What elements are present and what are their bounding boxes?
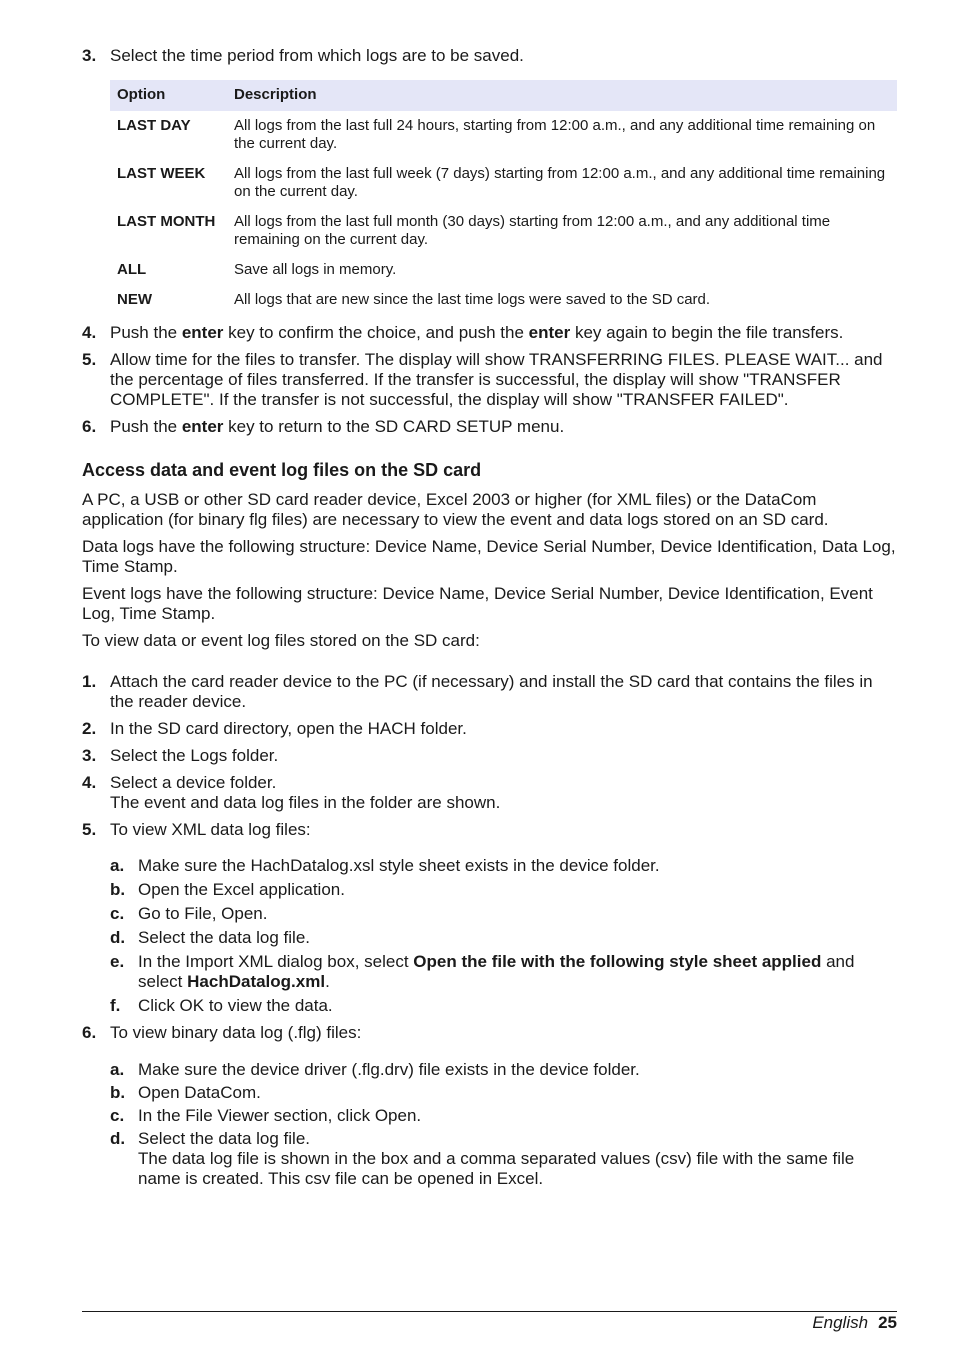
substep-letter: d.	[110, 1129, 126, 1148]
option-cell: NEW	[117, 291, 152, 308]
procedure-step-5	[82, 820, 897, 840]
step-3-select-period	[82, 46, 897, 66]
table-row	[110, 159, 897, 207]
procedure-step-3	[82, 746, 897, 766]
enter-key-label: enter	[528, 323, 571, 342]
description-cell: All logs from the last full week (7 days) starting from 12:00 a.m., and any additional time remaining on the current day.	[234, 165, 886, 200]
step-text: Attach the card reader device to the PC (if necessary) and install the SD card that contains the files in the reader device.	[110, 672, 873, 711]
description-cell: All logs from the last full 24 hours, starting from 12:00 a.m., and any additional time remaining on the current day.	[234, 117, 876, 152]
substep-letter: b.	[110, 1083, 126, 1102]
procedure-step-2	[82, 719, 897, 739]
step-number: 1.	[82, 672, 97, 691]
step-number: 4.	[82, 323, 97, 342]
option-cell: ALL	[117, 261, 147, 278]
step-number: 5.	[82, 820, 97, 839]
section-heading: Access data and event log files on the SD card	[82, 460, 482, 480]
step-text: key to return to the SD CARD SETUP menu.	[223, 417, 565, 436]
options-table	[110, 80, 897, 315]
step-text: Push the	[110, 323, 182, 342]
option-cell: LAST DAY	[117, 117, 191, 134]
step-text: Select the time period from which logs are to be saved.	[110, 46, 524, 65]
description-cell: All logs from the last full month (30 days) starting from 12:00 a.m., and any additional time remaining on the current day.	[234, 213, 831, 248]
page-footer	[812, 1313, 897, 1333]
enter-key-label: enter	[181, 417, 224, 436]
paragraph: Event logs have the following structure: Device Name, Device Serial Number, Device Identification, Event Log, Time Stamp.	[82, 584, 873, 623]
step-text: Push the	[110, 417, 182, 436]
substep-text: Open the Excel application.	[138, 880, 345, 899]
page-number: 25	[878, 1313, 897, 1332]
substep-a	[110, 856, 897, 876]
step-text: key to confirm the choice, and push the	[223, 323, 529, 342]
step-number: 2.	[82, 719, 97, 738]
substep-letter: e.	[110, 952, 125, 971]
step-5-transfer	[82, 350, 897, 410]
substep-letter: c.	[110, 904, 125, 923]
step-number: 5.	[82, 350, 97, 369]
substep-text: In the Import XML dialog box, select	[138, 952, 414, 971]
enter-key-label: enter	[181, 323, 224, 342]
procedure-step-6	[82, 1023, 897, 1043]
table-row	[110, 111, 897, 159]
substep-d	[110, 1129, 897, 1189]
substep-text: .	[325, 972, 330, 991]
step-6-return	[82, 417, 897, 437]
paragraph: Data logs have the following structure: Device Name, Device Serial Number, Device Identification, Data Log, Time Stamp.	[82, 537, 896, 576]
substep-result: The data log file is shown in the box and a comma separated values (csv) file with the same file name is created. This csv file can be opened in Excel.	[138, 1149, 855, 1188]
substep-b	[110, 880, 897, 900]
step-text: To view binary data log (.flg) files:	[110, 1023, 362, 1042]
substep-text: Go to File, Open.	[138, 904, 268, 923]
substep-letter: d.	[110, 928, 126, 947]
paragraph: A PC, a USB or other SD card reader device, Excel 2003 or higher (for XML files) or the DataCom application (for binary flg files) are necessary to view the event and data logs stored on an SD card.	[82, 490, 829, 529]
step-number: 3.	[82, 46, 97, 65]
footer-language: English	[812, 1313, 869, 1332]
xml-substeps	[110, 856, 897, 1016]
description-cell: Save all logs in memory.	[234, 261, 397, 278]
substep-c	[110, 904, 897, 924]
step-text: key again to begin the file transfers.	[570, 323, 844, 342]
procedure-step-4	[82, 773, 897, 813]
step-text: To view XML data log files:	[110, 820, 311, 839]
substep-c	[110, 1106, 897, 1126]
step-text: Select the Logs folder.	[110, 746, 279, 765]
substep-e	[110, 952, 897, 992]
substep-letter: b.	[110, 880, 126, 899]
description-cell: All logs that are new since the last time logs were saved to the SD card.	[234, 291, 711, 308]
table-row	[110, 285, 897, 315]
substep-text: Make sure the device driver (.flg.drv) file exists in the device folder.	[138, 1060, 640, 1079]
substep-b	[110, 1083, 897, 1103]
substep-letter: c.	[110, 1106, 125, 1125]
table-header-row	[110, 80, 897, 111]
header-option: Option	[110, 80, 227, 111]
step-number: 4.	[82, 773, 97, 792]
substep-text: In the File Viewer section, click Open.	[138, 1106, 422, 1125]
table-row	[110, 207, 897, 255]
option-cell: LAST MONTH	[117, 213, 216, 230]
substep-text: Click OK to view the data.	[138, 996, 333, 1015]
substep-text: Make sure the HachDatalog.xsl style sheet exists in the device folder.	[138, 856, 660, 875]
substep-a	[110, 1060, 897, 1080]
substep-text: Open DataCom.	[138, 1083, 261, 1102]
step-number: 6.	[82, 417, 97, 436]
option-label: Open the file with the following style sheet applied	[413, 952, 822, 971]
step-text: Select a device folder.	[110, 773, 277, 792]
step-text: Allow time for the files to transfer. The display will show TRANSFERRING FILES. PLEASE WAIT... and the percentage of files transferred. If the transfer is successful, the display will show "TRANSFER COMPLETE". If the transfer is not successful, the display will show "TRANSFER FAILED".	[110, 350, 883, 409]
step-4-confirm	[82, 323, 897, 343]
page-content	[82, 46, 897, 1189]
substep-text: and select	[138, 952, 855, 991]
option-cell: LAST WEEK	[117, 165, 206, 182]
step-number: 3.	[82, 746, 97, 765]
step-number: 6.	[82, 1023, 97, 1042]
paragraph: To view data or event log files stored on the SD card:	[82, 631, 480, 650]
header-description: Description	[227, 80, 897, 111]
substep-letter: a.	[110, 856, 125, 875]
table-row	[110, 255, 897, 285]
substep-letter: f.	[110, 996, 121, 1015]
step-result: The event and data log files in the folder are shown.	[110, 793, 501, 812]
substep-d	[110, 928, 897, 948]
step-text: In the SD card directory, open the HACH folder.	[110, 719, 467, 738]
substep-letter: a.	[110, 1060, 125, 1079]
footer-divider	[82, 1311, 897, 1312]
stylesheet-name: HachDatalog.xml	[187, 972, 326, 991]
procedure-step-1	[82, 672, 897, 712]
substep-text: Select the data log file.	[138, 1129, 311, 1148]
substep-f	[110, 996, 897, 1016]
binary-substeps	[110, 1060, 897, 1189]
substep-text: Select the data log file.	[138, 928, 311, 947]
